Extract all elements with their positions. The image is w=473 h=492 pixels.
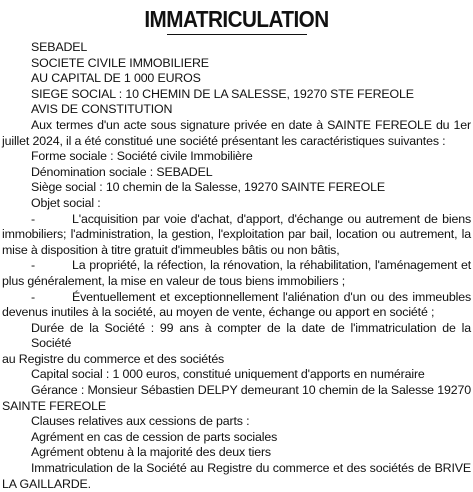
objet-item-2-line-1	[2, 258, 471, 274]
immatriculation-line-1: Immatriculation de la Société au Registre du commerce et des sociétés de BRIVE	[31, 461, 471, 476]
company-name: SEBADEL	[31, 40, 88, 54]
title-underline	[167, 34, 307, 35]
notice-title: IMMATRICULATION	[144, 6, 329, 32]
company-siege: SIEGE SOCIAL : 10 CHEMIN DE LA SALESSE, 19270 STE FEREOLE	[31, 86, 414, 101]
denomination-sociale: Dénomination sociale : SEBADEL	[31, 164, 213, 179]
list-dash: -	[31, 211, 35, 226]
objet-item-2-line-2: plus généralement, la mise en valeur de tous biens immobiliers ;	[2, 273, 346, 288]
company-capital: AU CAPITAL DE 1 000 EUROS	[31, 71, 201, 86]
objet-item-3-line-2: devenus inutiles à la société, au moyen de vente, échange ou apport en société ;	[2, 305, 435, 320]
objet-item-1-line-3: mise à disposition à titre gratuit d'immeubles bâtis ou non bâtis,	[2, 242, 340, 257]
clauses-label: Clauses relatives aux cessions de parts :	[31, 414, 250, 429]
list-dash: -	[31, 258, 35, 273]
intro-line-2: juillet 2024, il a été constitué une société présentant les caractéristiques suivantes :	[2, 133, 446, 148]
objet-social-label: Objet social :	[31, 195, 101, 210]
capital-social: Capital social : 1 000 euros, constitué uniquement d'apports en numéraire	[31, 367, 425, 382]
gerance-line-1: Gérance : Monsieur Sébastien DELPY demeurant 10 chemin de la Salesse 19270	[31, 383, 471, 398]
forme-sociale: Forme sociale : Société civile Immobilière	[31, 149, 253, 164]
notice-body	[2, 40, 471, 492]
duree-line-2: au Registre du commerce et des sociétés	[2, 351, 225, 366]
objet-item-3-line-1	[2, 290, 471, 306]
siege-social: Siège social : 10 chemin de la Salesse, 19270 SAINTE FEREOLE	[31, 180, 385, 195]
objet-item-1-line-1	[2, 212, 471, 228]
objet-item-3-text: Éventuellement et exceptionnellement l'aliénation d'un ou des immeubles	[72, 289, 471, 304]
company-type: SOCIETE CIVILE IMMOBILIERE	[31, 55, 209, 70]
clause-1: Agrément en cas de cession de parts sociales	[31, 429, 278, 444]
objet-item-1-text: L'acquisition par voie d'achat, d'apport, d'échange ou autrement de biens	[72, 211, 471, 226]
list-dash: -	[31, 289, 35, 304]
intro-line-1: Aux termes d'un acte sous signature privée en date à SAINTE FEREOLE du 1er	[31, 117, 471, 132]
objet-item-1-line-2: immobiliers; l'administration, la gestion, l'exploitation par bail, location ou autrement, la	[2, 227, 471, 242]
avis-heading: AVIS DE CONSTITUTION	[31, 102, 173, 117]
gerance-line-2: SAINTE FEREOLE	[2, 398, 106, 413]
duree-line-1: Durée de la Société : 99 ans à compter de la date de l'immatriculation de la Société	[31, 320, 471, 351]
immatriculation-line-2: LA GAILLARDE.	[2, 476, 91, 491]
objet-item-2-text: La propriété, la réfection, la rénovation, la réhabilitation, l'aménagement et	[72, 258, 471, 273]
clause-2: Agrément obtenu à la majorité des deux tiers	[31, 445, 271, 460]
